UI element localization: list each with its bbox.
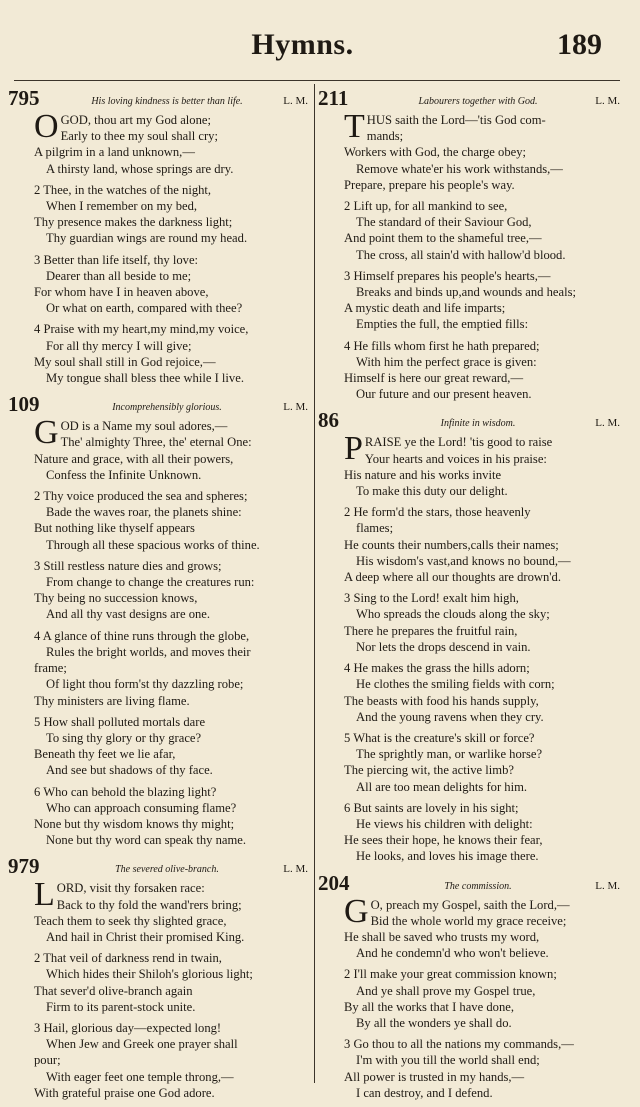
verse-line: The beasts with food his hands supply, — [344, 693, 539, 708]
stanza — [318, 338, 620, 403]
hymn-meter: L. M. — [595, 879, 620, 892]
verse-line: And see but shadows of thy face. — [46, 763, 213, 778]
stanza — [8, 880, 308, 945]
verse-line: 5 How shall polluted mortals dare — [34, 714, 206, 729]
verse-line: 2 Thy voice produced the sea and spheres; — [34, 489, 248, 504]
verse-line: Dearer than all beside to me; — [46, 268, 192, 283]
verse-line: 6 Who can behold the blazing light? — [34, 784, 217, 799]
hymn-heading — [318, 871, 620, 897]
verse-line: To make this duty our delight. — [356, 484, 508, 499]
verse-line: None but thy wisdom knows thy might; — [34, 816, 235, 831]
verse-line: RAISE ye the Lord! 'tis good to raise — [364, 435, 553, 450]
hymn-number: 86 — [318, 408, 339, 433]
verse-line: I'm with you till the world shall end; — [356, 1053, 540, 1068]
hymn-meter: L. M. — [283, 401, 308, 414]
verse-line: 3 Still restless nature dies and grows; — [34, 558, 222, 573]
drop-cap: P — [344, 434, 363, 468]
stanza — [318, 198, 620, 263]
column-divider — [314, 84, 315, 1083]
drop-cap: G — [34, 418, 59, 452]
verse-line: 2 I'll make your great commission known; — [344, 967, 557, 982]
verse-line: To sing thy glory or thy grace? — [46, 730, 202, 745]
stanza — [8, 418, 308, 483]
verse-line: When Jew and Greek one prayer shall — [46, 1037, 238, 1052]
verse-line: There he prepares the fruitful rain, — [344, 623, 518, 638]
verse-line: Rules the bright worlds, and moves their — [46, 644, 251, 659]
verse-line: None but thy word can speak thy name. — [46, 833, 247, 848]
hymn-number: 109 — [8, 392, 40, 417]
verse-line: For all thy mercy I will give; — [46, 338, 192, 353]
stanza — [318, 504, 620, 585]
hymn-topic: His loving kindness is better than life. — [91, 96, 243, 107]
verse-line: Teach them to seek thy slighted grace, — [34, 913, 227, 928]
verse-line: Workers with God, the charge obey; — [344, 145, 527, 160]
verse-line: That sever'd olive-branch again — [34, 983, 193, 998]
verse-line: frame; — [34, 661, 67, 676]
stanza — [318, 268, 620, 333]
stanza — [8, 488, 308, 553]
verse-line: Thy presence makes the darkness light; — [34, 215, 233, 230]
verse-line: 2 Lift up, for all mankind to see, — [344, 199, 508, 214]
right-column — [318, 86, 620, 1107]
stanza — [8, 714, 308, 779]
verse-line: By all the works that I have done, — [344, 999, 514, 1014]
verse-line: pour; — [34, 1053, 61, 1068]
verse-line: OD is a Name my soul adores,— — [60, 419, 228, 434]
verse-line: Nature and grace, with all their powers, — [34, 451, 234, 466]
stanza — [318, 730, 620, 795]
verse-line: He views his children with delight: — [356, 816, 533, 831]
verse-line: Beneath thy feet we lie afar, — [34, 747, 176, 762]
verse-line: 3 Go thou to all the nations my commands,— — [344, 1037, 574, 1052]
verse-line: And the young ravens when they cry. — [356, 709, 544, 724]
verse-line: Himself is here our great reward,— — [344, 371, 524, 386]
verse-line: All power is trusted in my hands,— — [344, 1069, 525, 1084]
verse-line: Thy being no succession knows, — [34, 591, 198, 606]
stanza — [318, 434, 620, 499]
drop-cap: L — [34, 880, 55, 914]
verse-line: Or what on earth, compared with thee? — [46, 301, 243, 316]
verse-line: His wisdom's vast,and knows no bound,— — [356, 553, 571, 568]
verse-line: 2 Thee, in the watches of the night, — [34, 182, 212, 197]
stanza — [8, 112, 308, 177]
running-title: Hymns. — [251, 28, 354, 61]
verse-line: Early to thee my soul shall cry; — [60, 129, 218, 144]
verse-line: Bade the waves roar, the planets shine: — [46, 505, 242, 520]
verse-line: His nature and his works invite — [344, 467, 502, 482]
header-rule — [14, 80, 620, 81]
verse-line: Who spreads the clouds along the sky; — [356, 607, 550, 622]
hymn-number: 979 — [8, 854, 40, 879]
verse-line: Bid the whole world my grace receive; — [370, 913, 567, 928]
verse-line: Through all these spacious works of thine. — [46, 537, 260, 552]
verse-line: 3 Better than life itself, thy love: — [34, 252, 199, 267]
verse-line: 3 Sing to the Lord! exalt him high, — [344, 591, 519, 606]
hymn-topic: Incomprehensibly glorious. — [112, 402, 222, 414]
verse-line: Our future and our present heaven. — [356, 387, 532, 402]
verse-line: Your hearts and voices in his praise: — [364, 451, 547, 466]
verse-line: With grateful praise one God adore. — [34, 1085, 215, 1100]
stanza — [8, 784, 308, 849]
hymn — [8, 854, 308, 1101]
stanza — [318, 800, 620, 865]
verse-line: But nothing like thyself appears — [34, 521, 195, 536]
verse-line: My soul shall still in God rejoice,— — [34, 354, 216, 369]
stanza — [318, 590, 620, 655]
verse-line: The standard of their Saviour God, — [356, 215, 532, 230]
page-number: 189 — [557, 28, 602, 61]
verse-line: The' almighty Three, the' eternal One: — [60, 435, 252, 450]
verse-line: The piercing wit, the active limb? — [344, 763, 514, 778]
hymn-topic: The severed olive-branch. — [115, 864, 219, 876]
hymn-heading — [8, 854, 308, 880]
verse-line: Remove whate'er his work withstands,— — [356, 161, 563, 176]
verse-line: Back to thy fold the wand'rers bring; — [56, 897, 242, 912]
verse-line: A pilgrim in a land unknown,— — [34, 145, 195, 160]
verse-line: Which hides their Shiloh's glorious light; — [46, 967, 253, 982]
stanza — [8, 321, 308, 386]
hymn-topic: Infinite in wisdom. — [440, 418, 516, 430]
verse-line: Firm to its parent-stock unite. — [46, 999, 196, 1014]
hymn-topic: The commission. — [444, 880, 512, 892]
hymn-number: 795 — [8, 86, 40, 110]
stanza — [318, 660, 620, 725]
verse-line: And hail in Christ their promised King. — [46, 929, 245, 944]
page-header — [0, 28, 640, 72]
verse-line: He clothes the smiling fields with corn; — [356, 677, 555, 692]
verse-line: He shall be saved who trusts my word, — [344, 929, 540, 944]
hymn — [8, 392, 308, 848]
verse-line: HUS saith the Lord—'tis God com- — [366, 113, 546, 127]
verse-line: For whom have I in heaven above, — [34, 285, 209, 300]
hymn — [318, 86, 620, 402]
stanza — [8, 558, 308, 623]
hymn-meter: L. M. — [283, 95, 308, 107]
verse-line: By all the wonders ye shall do. — [356, 1015, 512, 1030]
stanza — [8, 182, 308, 247]
verse-line: A thirsty land, whose springs are dry. — [46, 161, 234, 176]
verse-line: With him the perfect grace is given: — [356, 354, 537, 369]
verse-line: He counts their numbers,calls their names; — [344, 537, 559, 552]
verse-line: Prepare, prepare his people's way. — [344, 177, 515, 192]
hymn-heading — [8, 86, 308, 112]
verse-line: mands; — [366, 129, 404, 144]
stanza — [8, 252, 308, 317]
stanza — [8, 1020, 308, 1101]
verse-line: The cross, all stain'd with hallow'd blood. — [356, 247, 566, 262]
verse-line: 5 What is the creature's skill or force? — [344, 730, 535, 745]
drop-cap: O — [34, 112, 59, 145]
verse-line: He sees their hope, he knows their fear, — [344, 833, 543, 848]
verse-line: And ye shall prove my Gospel true, — [356, 983, 536, 998]
stanza — [8, 950, 308, 1015]
verse-line: A mystic death and life imparts; — [344, 301, 506, 316]
hymn-heading — [318, 408, 620, 434]
verse-line: From change to change the creatures run: — [46, 575, 255, 590]
verse-line: Confess the Infinite Unknown. — [46, 467, 202, 482]
verse-line: Nor lets the drops descend in vain. — [356, 639, 531, 654]
verse-line: 6 But saints are lovely in his sight; — [344, 800, 519, 815]
verse-line: Thy guardian wings are round my head. — [46, 231, 248, 246]
verse-line: ORD, visit thy forsaken race: — [56, 881, 205, 896]
verse-line: And point them to the shameful tree,— — [344, 231, 542, 246]
stanza — [318, 966, 620, 1031]
hymn-heading — [318, 86, 620, 112]
verse-line: 4 He fills whom first he hath prepared; — [344, 338, 540, 353]
hymn-meter: L. M. — [283, 863, 308, 876]
verse-line: Breaks and binds up,and wounds and heals; — [356, 285, 577, 300]
hymn-number: 204 — [318, 870, 350, 895]
verse-line: Thy ministers are living flame. — [34, 693, 190, 708]
drop-cap: G — [344, 896, 369, 930]
stanza — [318, 112, 620, 193]
verse-line: 4 A glance of thine runs through the globe, — [34, 628, 250, 643]
verse-line: Empties the full, the emptied fills: — [356, 317, 529, 332]
verse-line: 3 Himself prepares his people's hearts,— — [344, 268, 551, 283]
hymn — [318, 408, 620, 864]
verse-line: 2 That veil of darkness rend in twain, — [34, 951, 222, 966]
hymn-meter: L. M. — [595, 417, 620, 430]
hymn-number: 211 — [318, 86, 349, 110]
verse-line: O, preach my Gospel, saith the Lord,— — [370, 897, 570, 912]
verse-line: And all thy vast designs are one. — [46, 607, 211, 622]
hymn — [318, 871, 620, 1101]
verse-line: Who can approach consuming flame? — [46, 800, 237, 815]
verse-line: My tongue shall bless thee while I live. — [46, 371, 244, 386]
verse-line: When I remember on my bed, — [46, 199, 198, 214]
hymn-topic: Labourers together with God. — [418, 96, 538, 107]
verse-line: 4 He makes the grass the hills adorn; — [344, 661, 530, 676]
verse-line: Of light thou form'st thy dazzling robe; — [46, 677, 244, 692]
hymn-meter: L. M. — [595, 95, 620, 107]
verse-line: A deep where all our thoughts are drown'd. — [344, 570, 562, 585]
verse-line: He looks, and loves his image there. — [356, 849, 539, 864]
drop-cap: T — [344, 112, 365, 145]
verse-line: 2 He form'd the stars, those heavenly — [344, 505, 531, 520]
verse-line: The sprightly man, or warlike horse? — [356, 747, 543, 762]
verse-line: I can destroy, and I defend. — [356, 1085, 493, 1100]
verse-line: All are too mean delights for him. — [356, 779, 528, 794]
verse-line: 3 Hail, glorious day—expected long! — [34, 1020, 222, 1035]
verse-line: And he condemn'd who won't believe. — [356, 946, 549, 961]
verse-line: GOD, thou art my God alone; — [60, 113, 211, 127]
verse-line: 4 Praise with my heart,my mind,my voice, — [34, 322, 249, 337]
left-column — [8, 86, 308, 1107]
verse-line: flames; — [356, 521, 394, 536]
verse-line: With eager feet one temple throng,— — [46, 1069, 234, 1084]
hymn — [8, 86, 308, 386]
hymn-heading — [8, 392, 308, 418]
stanza — [8, 628, 308, 709]
stanza — [318, 1036, 620, 1101]
stanza — [318, 897, 620, 962]
